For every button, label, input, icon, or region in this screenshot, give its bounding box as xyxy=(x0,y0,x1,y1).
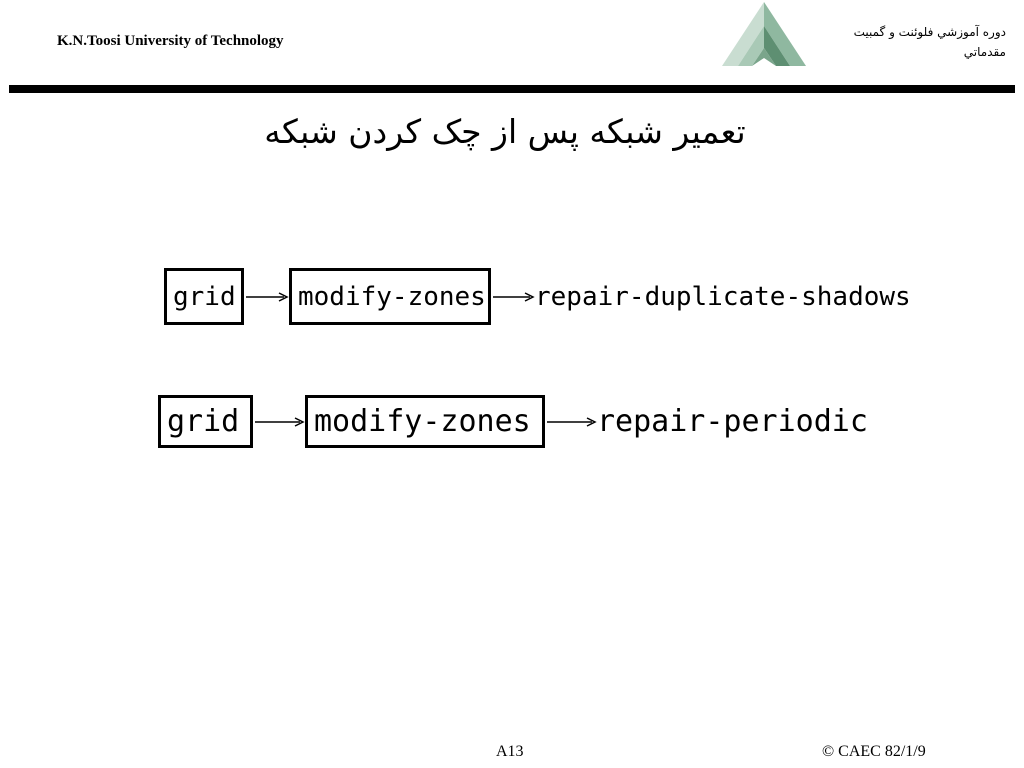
flow-1-step-grid xyxy=(164,268,244,325)
flow-2-step-grid xyxy=(158,395,253,448)
flow-2-step-repair-periodic: repair-periodic xyxy=(597,403,868,439)
flow-diagram-1 xyxy=(164,268,911,325)
flow-2-step-modify-zones xyxy=(305,395,545,448)
slide-title: تعمیر شبکه پس از چک کردن شبکه xyxy=(264,112,746,151)
right-arrow-icon xyxy=(545,415,597,429)
course-line-2: مقدماتي xyxy=(963,45,1006,59)
flow-1-step-repair-duplicate-shadows: repair-duplicate-shadows xyxy=(535,281,911,312)
flow-1-step-modify-zones xyxy=(289,268,491,325)
header-divider xyxy=(9,85,1015,93)
right-arrow-icon xyxy=(491,290,535,304)
step-label: modify-zones xyxy=(314,403,531,439)
course-name xyxy=(786,22,1006,62)
page-number: A13 xyxy=(496,743,524,760)
step-label: modify-zones xyxy=(298,281,486,312)
right-arrow-icon xyxy=(244,290,289,304)
step-label: grid xyxy=(173,281,236,312)
university-name: K.N.Toosi University of Technology xyxy=(57,33,284,49)
flow-diagram-2 xyxy=(158,395,868,448)
step-label: grid xyxy=(167,403,240,439)
copyright-notice: © CAEC 82/1/9 xyxy=(822,743,926,760)
course-line-1: دوره آموزشي فلوئنت و گمبيت xyxy=(853,25,1006,39)
right-arrow-icon xyxy=(253,415,305,429)
